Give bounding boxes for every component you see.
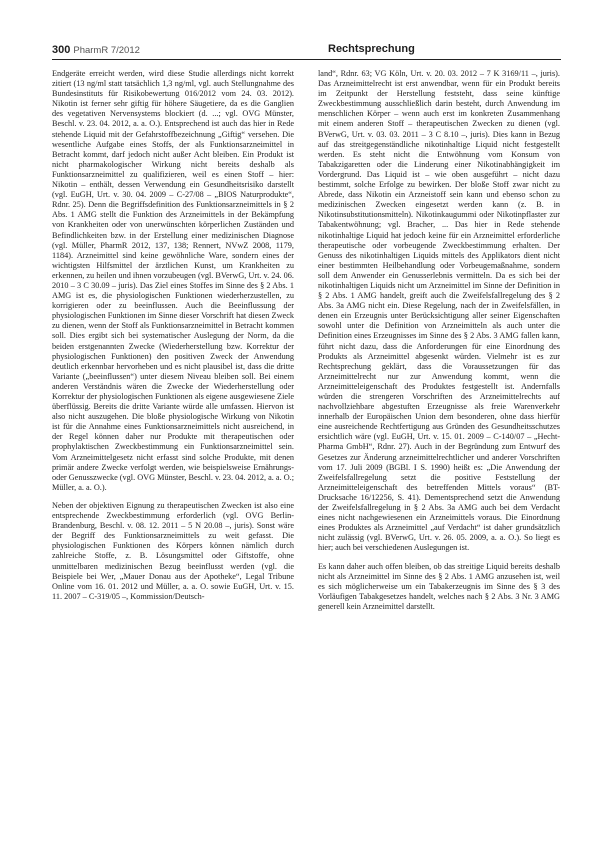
page-header xyxy=(52,44,561,58)
paragraph: land“, Rdnr. 63; VG Köln, Urt. v. 20. 03. 2012 – 7 K 3169/11 –, juris). Das Arzneimittelrecht ist erst anwendbar, wenn für ein Produkt bereits im Zeitpunkt der Herstellung feststeht, dass seine künftige Zweckbestimmung ausschließlich darin besteht, durch Anwendung im menschlichen Körper – wenn auch erst im konkreten Zusammenhang mit einem anderen Stoff – therapeutischen Zwecken zu dienen (vgl. BVerwG, Urt. v. 03. 03. 2011 – 3 C 8.10 –, juris). Dies kann in Bezug auf das streitgegenständliche nikotinhaltige Liquid nicht festgestellt werden. Es steht nicht die Entwöhnung vom Konsum von Tabakzigaretten oder die Linderung einer Nikotinabhängigkeit im Vordergrund. Das Liquid ist – wie oben ausgeführt – nicht dazu bestimmt, solche Erfolge zu bewirken. Der bloße Stoff zwar nicht zu Abrede, dass Nikotin ein Arzneistoff sein kann und ebenso schon zu medizinischen Zwecken eingesetzt werden kann (z. B. in Nikotinsubstitutionsmitteln). Nikotinkaugummi oder Nikotinpflaster zur Tabakentwöhnung; vgl. Bracher, ... Das hier in Rede stehende nikotinhaltige Liquid hat jedoch keine für ein Arzneimittel erforderliche therapeutische oder vorbeugende Zweckbestimmung erhalten. Der Genuss des nikotinhaltigen Liquids mittels des Applikators dient nicht einer bestimmten Heilbehandlung oder Vorbeugemaßnahme, sondern soll dem Anwender ein Genusserlebnis vermitteln. Da es sich bei der nikotinhaltigen Liquids nicht um Arzneimittel im Sinne der Definition in § 2 Abs. 1 AMG handelt, greift auch die Zweifelsfallregelung des § 2 Abs. 3a AMG nicht ein. Diese Regelung, nach der in Zweifelsfällen, in denen ein Erzeugnis unter Berücksichtigung aller seiner Eigenschaften sowohl unter die Definition von Arzneimitteln als auch unter die Definition eines Erzeugnisses im Sinne des § 2 Abs. 3 AMG fallen kann, führt nicht dazu, dass die Anforderungen für eine Einordnung des Produkts als Arzneimittel abgesenkt würden. Vielmehr ist es zur Rechtsprechung geklärt, dass die Voraussetzungen für das Arzneimittelrecht nur zur Anwendung kommt, wenn die Arzneimitteleigenschaft des Produktes festgestellt ist. Andernfalls würden die strengeren Vorschriften des Arzneimittelrechts auf nachvollziehbare abgestuften Erzeugnisse als freie Warenverkehr innerhalb der Europäischen Union dem besonderen, ohne dass hierfür eine ausreichende Rechtfertigung aus Gründen des Gesundheitsschutzes ersichtlich wäre (vgl. EuGH, Urt. v. 15. 01. 2009 – C-140/07 – „Hecht-Pharma GmbH“, Rdnr. 27). Auch in der Begründung zum Entwurf des Gesetzes zur Änderung arzneimittelrechtlicher und anderer Vorschriften vom 17. Juli 2009 (BGBl. I S. 1990) heißt es: „Die Anwendung der Zweifelsfallregelung setzt die positive Feststellung der Arzneimitteleigenschaft des betreffenden Mittels voraus“ (BT-Drucksache 16/12256, S. 41). Dementsprechend setzt die Anwendung der Zweifelsfallregelung in § 2 Abs. 3a AMG auch bei dem Verdacht eines nicht nachgewiesenen ein Arzneimittels voraus. Die Einordnung eines Produktes als Arzneimittel „auf Verdacht“ ist daher grundsätzlich nicht zulässig (vgl. BVerwG, Urt. v. 26. 05. 2009, a. a. O.). So liegt es hier; auch bei verschiedenen Auslegungen ist. xyxy=(318,69,560,553)
section-title: Rechtsprechung xyxy=(328,43,415,55)
paragraph: Es kann daher auch offen bleiben, ob das streitige Liquid bereits deshalb nicht als Arzneimittel im Sinne des § 2 Abs. 1 AMG anzusehen ist, weil es sich möglicherweise um ein Tabakerzeugnis im Sinne des § 3 des Vorläufigen Tabakgesetzes handelt, welches nach § 2 Abs. 3 Nr. 3 AMG generell kein Arzneimittel darstellt. xyxy=(318,561,560,611)
paragraph: Neben der objektiven Eignung zu therapeutischen Zwecken ist also eine entsprechende Zweckbestimmung erforderlich (vgl. OVG Berlin-Brandenburg, Beschl. v. 08. 12. 2011 – 5 N 20.08 –, juris). Sonst wäre der Begriff des Funktionsarzneimittels zu weit gefasst. Die physiologischen Funktionen des Körpers können nämlich durch zahlreiche Stoffe, z. B. Lösungsmittel oder Giftstoffe, ohne unmittelbaren medizinischen Bezug beeinflusst werden (vgl. die Beispiele bei Wer, „Mauer Donau aus der Apotheke“, Legal Tribune Online vom 16. 01. 2012 und Müller, a. a. O. sowie EuGH, Urt. v. 15. 11. 2007 – C-319/05 –, Kommission/Deutsch- xyxy=(52,500,294,601)
header-rule xyxy=(52,59,561,60)
left-column xyxy=(52,69,294,602)
journal-issue: PharmR 7/2012 xyxy=(73,45,140,56)
page-number: 300 xyxy=(52,44,71,56)
right-column xyxy=(318,69,560,612)
header-left xyxy=(52,44,140,56)
paragraph: Endgeräte erreicht werden, wird diese Studie allerdings nicht korrekt zitiert (13 ng/ml statt tatsächlich 1,3 ng/ml, vgl. auch Stellungnahme des Bundesinstituts für Risikobewertung 016/2012 vom 24. 03. 2012). Nikotin ist ferner sehr giftig für höhere Säugetiere, da es die Ganglien des vegetativen Nervensystems blockiert (d. ...; vgl. OVG Münster, Beschl. v. 23. 04. 2012, a. a. O.). Entsprechend ist auch das hier in Rede stehende Liquid mit der Gefahrstoffbezeichnung „Giftig“ versehen. Die wesentliche Aufgabe eines Stoffs, der als Funktionsarzneimittel in Betracht kommt, darf jedoch nicht außer Acht bleiben. Ein Produkt ist nicht pharmakologischer Wirkung nicht bereits deshalb als Funktionsarzneimittel zu qualifizieren, weil es einen Stoff – hier: Nikotin – enthält, dessen Verwendung ein Gesundheitsrisiko darstellt (vgl. EuGH, Urt. v. 30. 04. 2009 – C-27/08 – „BIOS Naturprodukte“, Rdnr. 25). Denn die Begriffsdefinition des Funktionsarzneimittels in § 2 Abs. 1 AMG stellt die Funktion des Arzneimittels in der Bekämpfung von Krankheiten oder von unerwünschten körperlichen Zuständen und Befindlichkeiten bzw. in der Erstellung einer medizinischen Diagnose (vgl. Müller, PharmR 2012, 137, 138; Rennert, NVwZ 2008, 1179, 1184). Arzneimittel sind keine gewöhnliche Ware, sondern eines der wichtigsten Hilfsmittel der ärztlichen Kunst, um Krankheiten zu erkennen, zu heilen und ihnen vorzubeugen (vgl. BVerwG, Urt. v. 24. 06. 2010 – 3 C 30.09 – juris). Das Ziel eines Stoffes im Sinne des § 2 Abs. 1 AMG ist es, die physiologischen Funktionen wiederherzustellen, zu korrigieren oder zu beeinflussen. Auch die Beeinflussung der physiologischen Funktionen im Sinne dieser Vorschrift hat diesen Zweck zu dienen, wenn der Stoff als Funktionsarzneimittel in Betracht kommen soll. Dies ergibt sich bei systematischer Auslegung der Norm, da die beiden erstgenannten Zwecke (Wiederherstellung bzw. Korrektur der physiologischen Funktionen) den positiven Zweck der Anwendung deutlich erkennbar hervorheben und es nicht plausibel ist, dass die dritte Variante („beeinflussen“) unter diesem Niveau bleiben soll. Bei einem anderen Verständnis wären die Zwecke der Wiederherstellung oder Korrektur der physiologischen Funktionen als eigene ausgewiesene Ziele überflüssig. Bereits die dritte Variante würde alle umfassen. Hiervon ist also nicht auszugehen. Die bloße physiologische Wirkung von Nikotin ist für die Annahme eines Funktionsarzneimittels nicht ausreichend, in der Regel können daher nur Produkte mit therapeutischen oder prophylaktischen Zweckbestimmung ein Funktionsarzneimittel sein. Vom Arzneimittelgesetz nicht erfasst sind solche Produkte, mit denen primär andere Zwecke verfolgt werden, wie beispielsweise Ernährungs- oder Genusszwecke (vgl. OVG Münster, Beschl. v. 23. 04. 2012, a. a. O.; Müller, a. a. O.). xyxy=(52,69,295,492)
